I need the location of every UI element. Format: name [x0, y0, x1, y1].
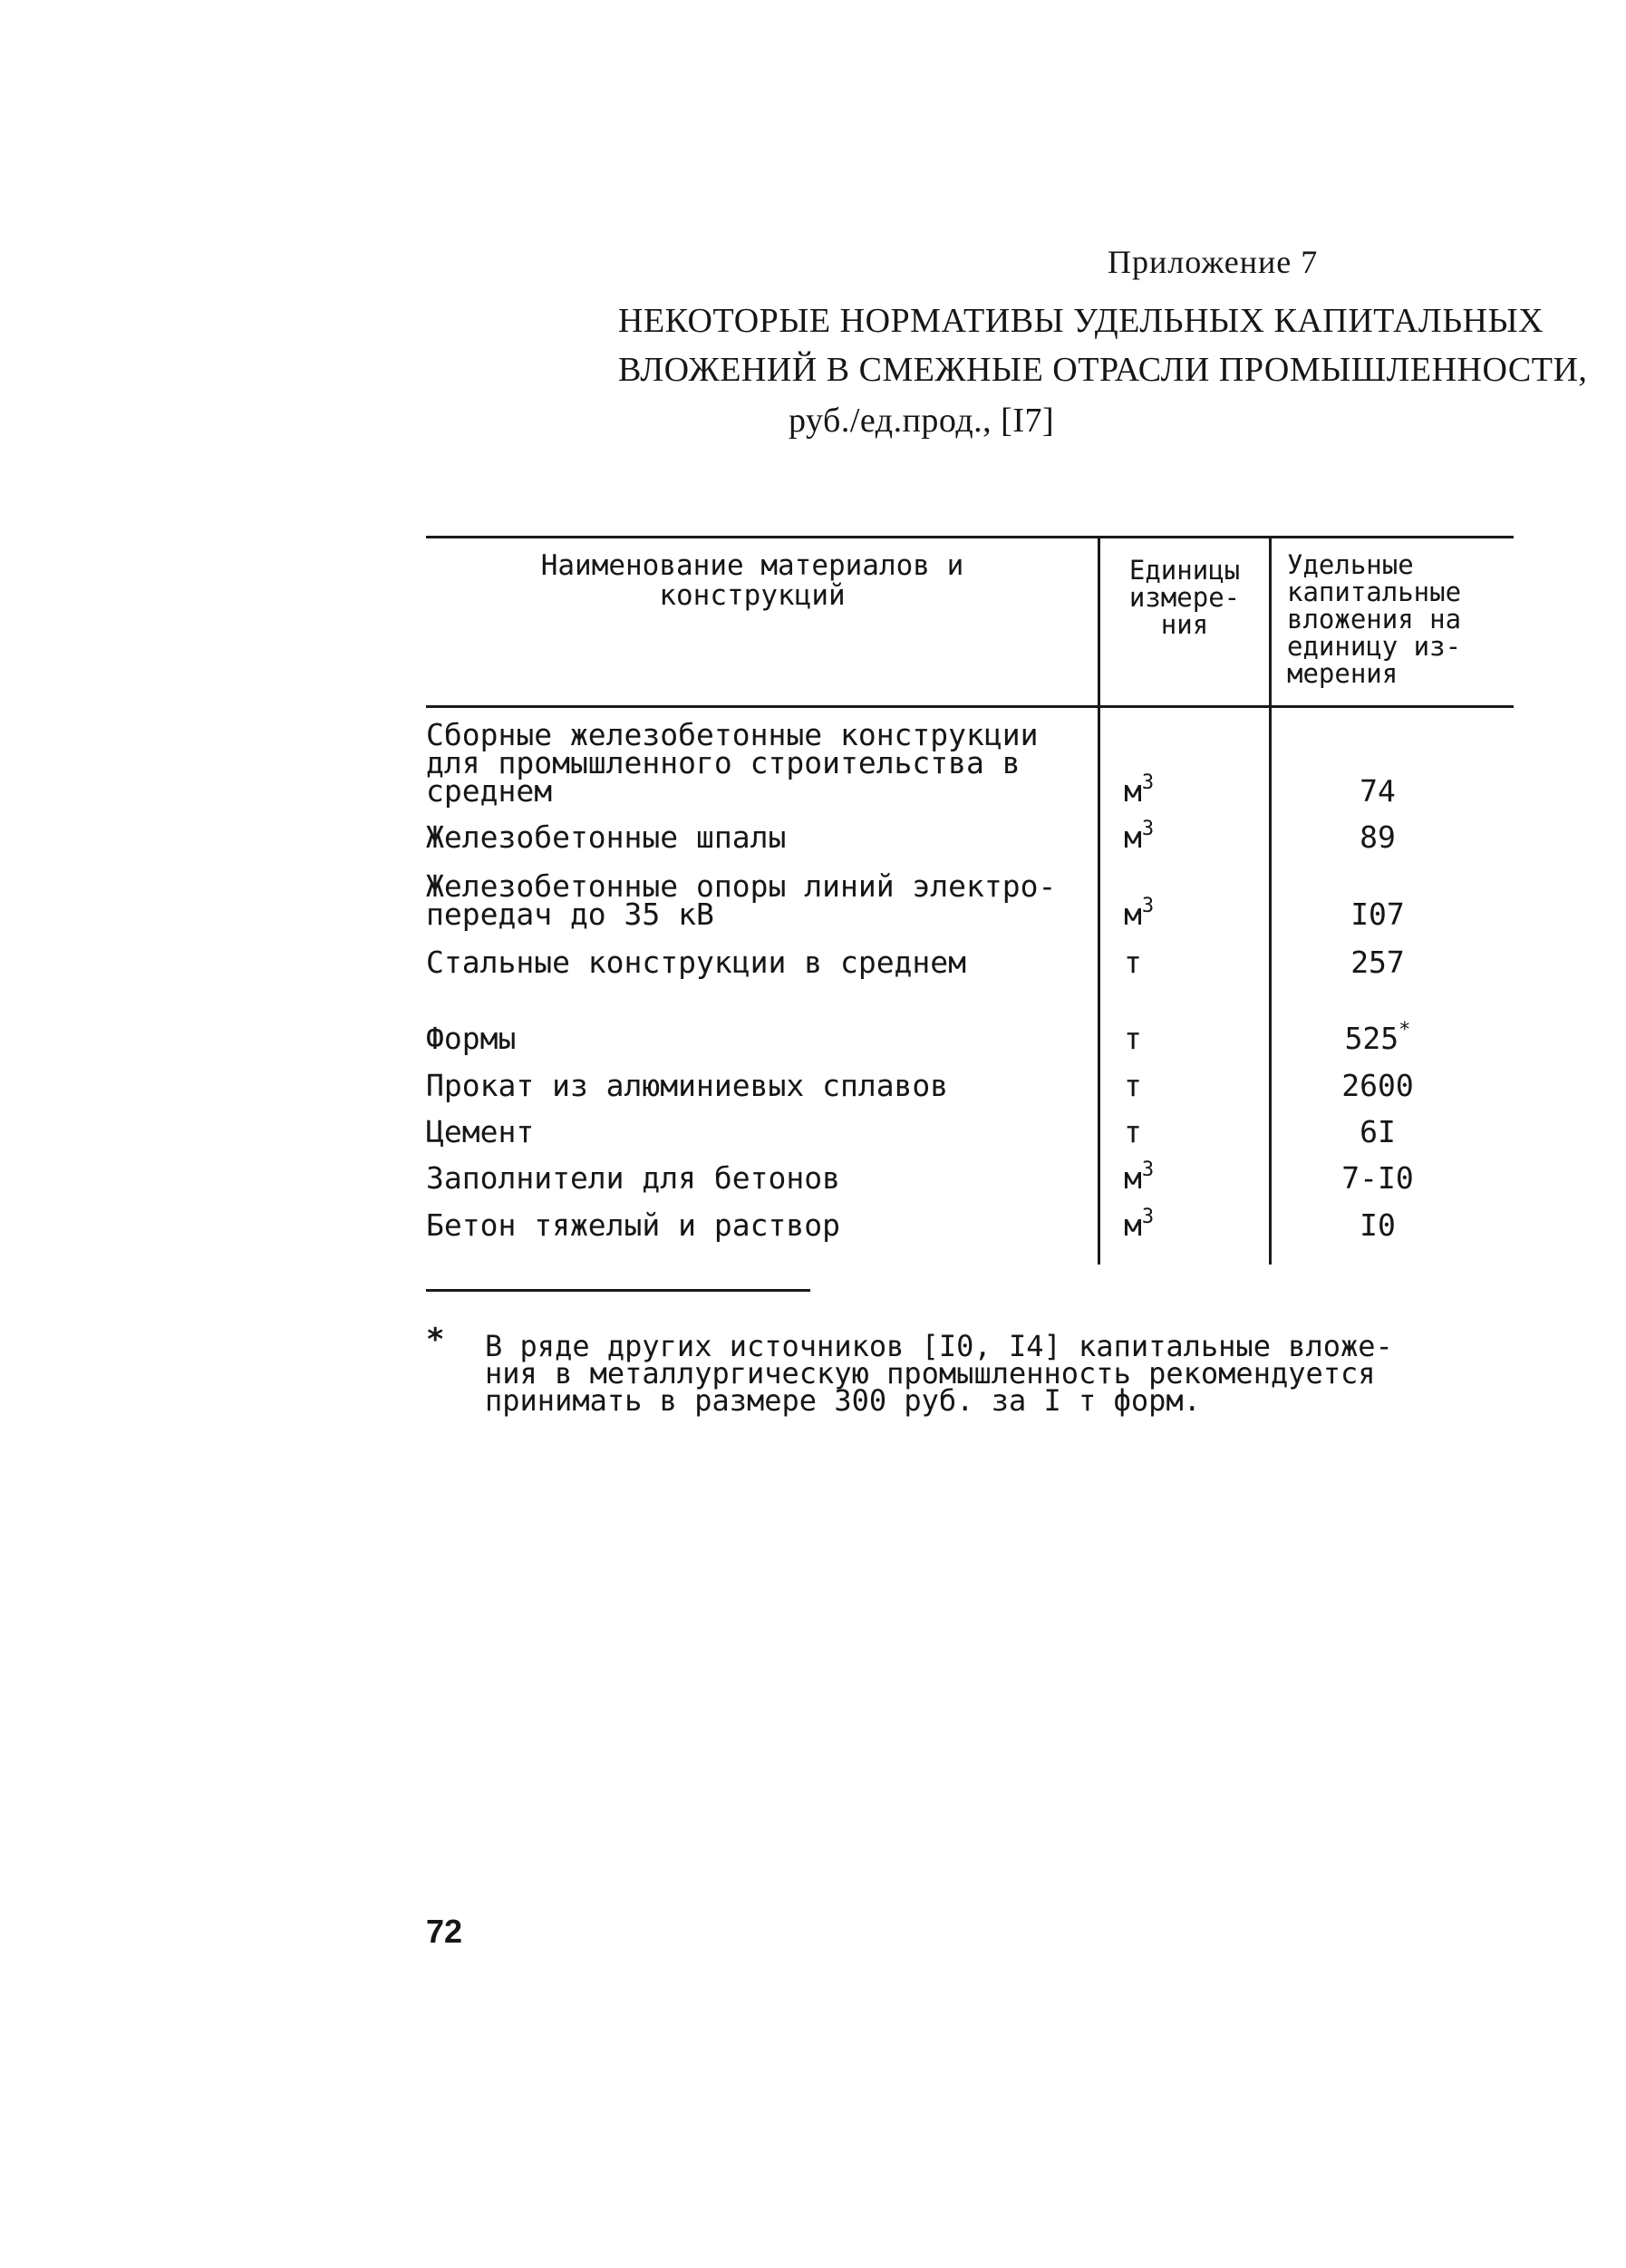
footnote-mark: *: [426, 1322, 445, 1358]
row-name-line: передач до 35 кВ: [426, 897, 714, 932]
table-row-name: [426, 819, 787, 855]
value-text: I07: [1350, 897, 1405, 932]
unit-text: м: [1124, 773, 1142, 809]
table-row-unit: [1124, 895, 1155, 932]
header-unit-column: [1099, 557, 1271, 638]
header-name-column: [426, 551, 1079, 611]
unit-superscript: 3: [1141, 1206, 1155, 1228]
table-row-value: [1273, 1207, 1482, 1243]
header-name-line: Наименование материалов и: [540, 549, 964, 582]
value-text: 89: [1360, 819, 1396, 855]
header-unit-line: измере-: [1128, 582, 1241, 613]
unit-superscript: 3: [1141, 818, 1155, 840]
row-name-line: Сборные железобетонные конструкции: [426, 717, 1039, 752]
table-row-unit: [1124, 1206, 1155, 1243]
unit-text: т: [1124, 945, 1142, 980]
row-name-line: Прокат из алюминиевых сплавов: [426, 1068, 949, 1103]
table-row-unit: [1124, 1021, 1142, 1056]
row-name-line: Заполнители для бетонов: [426, 1160, 840, 1196]
unit-text: м: [1124, 1207, 1142, 1243]
row-name-line: Железобетонные опоры линий электро-: [426, 868, 1057, 904]
row-name-line: Формы: [426, 1021, 517, 1056]
header-unit-line: ния: [1160, 609, 1209, 640]
table-row-value: [1273, 1114, 1482, 1149]
table-row-name: [426, 1207, 840, 1243]
row-name-line: среднем: [426, 773, 553, 809]
column-divider-1: [1098, 538, 1100, 1265]
unit-text: т: [1124, 1021, 1142, 1056]
title-line-1: НЕКОТОРЫЕ НОРМАТИВЫ УДЕЛЬНЫХ КАПИТАЛЬНЫХ: [618, 302, 1544, 340]
unit-text: т: [1124, 1114, 1142, 1149]
title-line-2: ВЛОЖЕНИЙ В СМЕЖНЫЕ ОТРАСЛИ ПРОМЫШЛЕННОСТИ,: [618, 351, 1588, 389]
table-row-unit: [1124, 818, 1155, 855]
value-superscript: *: [1399, 1019, 1411, 1042]
table-row-unit: [1124, 1158, 1155, 1196]
table-row-unit: [1124, 1114, 1142, 1149]
table-row-name: [426, 1114, 535, 1149]
footnote-line: принимать в размере 300 руб. за I т форм.: [485, 1383, 1201, 1418]
value-text: 74: [1360, 773, 1396, 809]
appendix-label: Приложение 7: [1108, 244, 1319, 280]
footnote-line: В ряде других источников [I0, I4] капитальные вложе-: [485, 1329, 1393, 1363]
footnote-line: ния в металлургическую промышленность рекомендуется: [485, 1356, 1376, 1391]
title-line-3: руб./ед.прод., [I7]: [789, 402, 1055, 440]
unit-superscript: 3: [1141, 895, 1155, 917]
header-value-line: вложения на: [1287, 604, 1462, 635]
table-row-unit: [1124, 771, 1155, 809]
header-unit-line: Единицы: [1128, 555, 1241, 586]
page-number: 72: [426, 1913, 463, 1950]
table-row-name: [426, 1160, 840, 1196]
value-text: 2600: [1341, 1068, 1414, 1103]
value-text: I0: [1360, 1207, 1396, 1243]
table-row-value: [1273, 897, 1482, 932]
table-row-value: [1273, 1019, 1482, 1056]
row-name-line: Бетон тяжелый и раствор: [426, 1207, 840, 1243]
footnote-separator: [426, 1289, 810, 1292]
table-top-rule: [426, 536, 1514, 538]
header-value-line: капитальные: [1287, 577, 1462, 607]
table-row-name: [426, 945, 967, 980]
table-row-name: [426, 717, 1039, 809]
unit-superscript: 3: [1141, 771, 1155, 794]
header-name-line: конструкций: [659, 579, 846, 612]
row-name-line: Стальные конструкции в среднем: [426, 945, 967, 980]
table-row-name: [426, 1021, 517, 1056]
value-text: 525: [1344, 1021, 1399, 1056]
header-value-line: Удельные: [1287, 549, 1414, 580]
table-row-value: [1273, 773, 1482, 809]
header-value-line: единицу из-: [1287, 631, 1462, 662]
column-divider-2: [1269, 538, 1272, 1265]
row-name-line: Цемент: [426, 1114, 535, 1149]
unit-text: м: [1124, 1160, 1142, 1196]
unit-text: м: [1124, 819, 1142, 855]
table-row-name: [426, 868, 1057, 932]
table-row-value: [1273, 819, 1482, 855]
unit-superscript: 3: [1141, 1158, 1155, 1181]
value-text: 7-I0: [1341, 1160, 1414, 1196]
unit-text: м: [1124, 897, 1142, 932]
table-row-unit: [1124, 945, 1142, 980]
header-value-column: [1287, 551, 1514, 687]
table-row-value: [1273, 1160, 1482, 1196]
unit-text: т: [1124, 1068, 1142, 1103]
table-row-name: [426, 1068, 949, 1103]
row-name-line: для промышленного строительства в: [426, 745, 1021, 780]
table-row-unit: [1124, 1068, 1142, 1103]
value-text: 6I: [1360, 1114, 1396, 1149]
table-row-value: [1273, 1068, 1482, 1103]
table-header-rule: [426, 705, 1514, 708]
value-text: 257: [1350, 945, 1405, 980]
row-name-line: Железобетонные шпалы: [426, 819, 787, 855]
header-value-line: мерения: [1287, 658, 1399, 689]
table-row-value: [1273, 945, 1482, 980]
